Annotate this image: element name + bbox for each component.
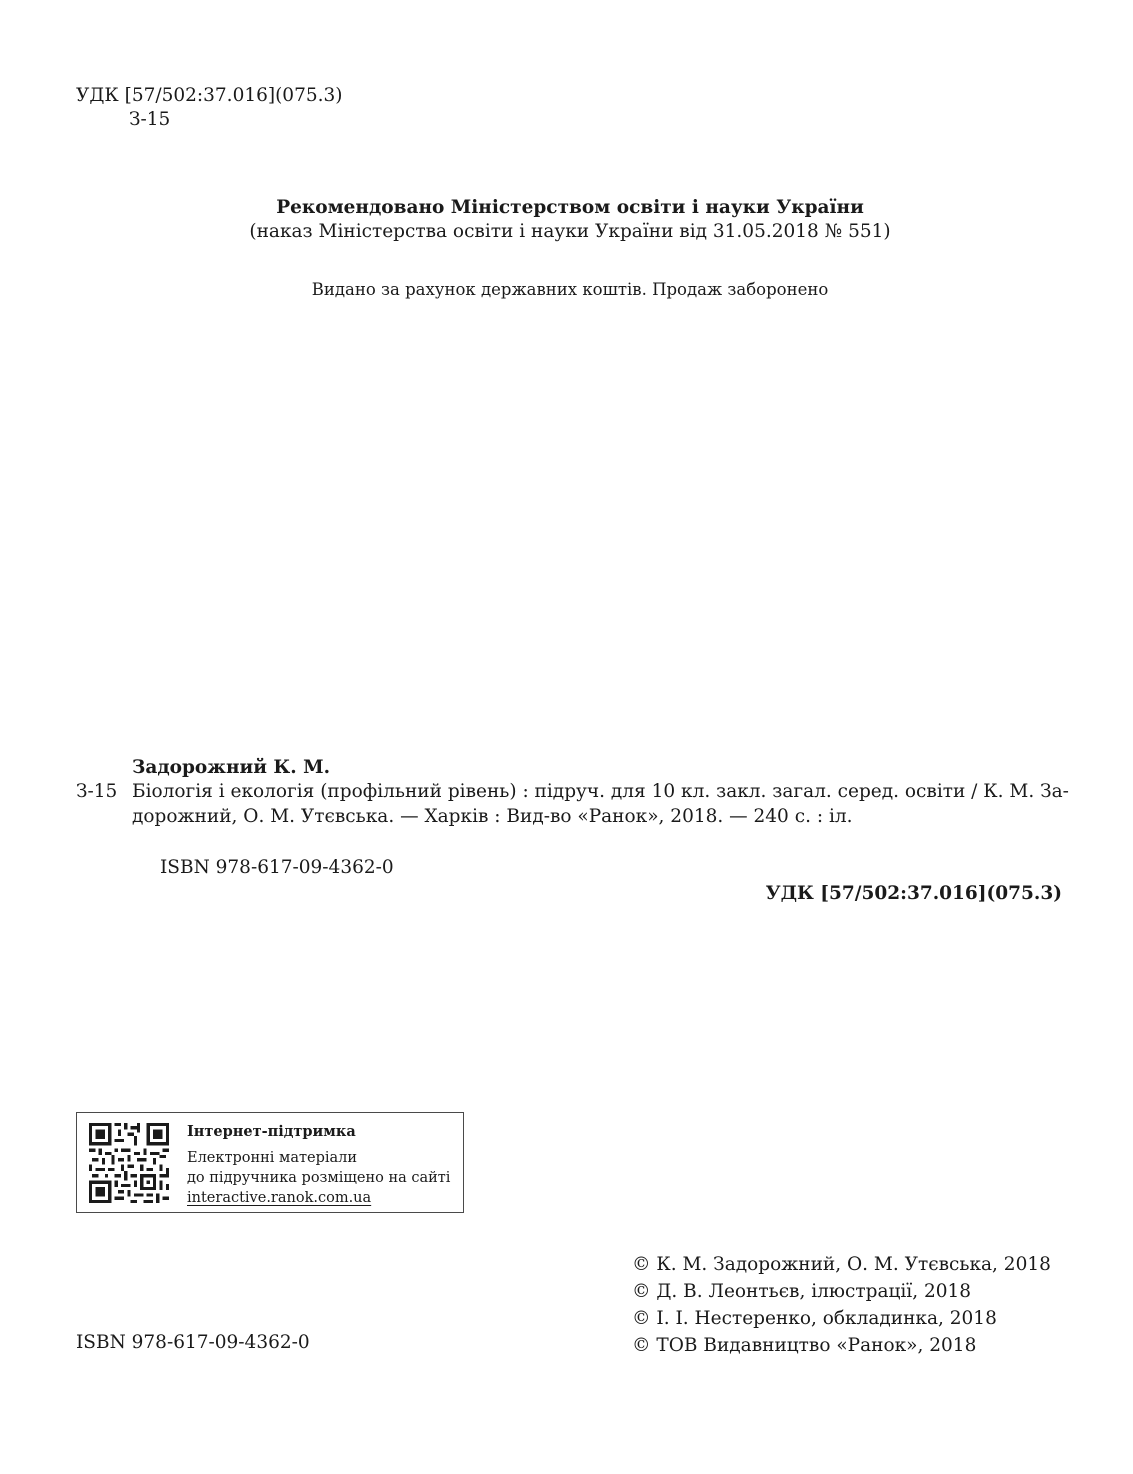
- copyright-list: [632, 1251, 1051, 1359]
- internet-support-box: [76, 1112, 464, 1213]
- bibliography-udk: УДК [57/502:37.016](075.3): [765, 883, 1062, 904]
- bibliography-isbn: ISBN 978-617-09-4362-0: [160, 857, 394, 878]
- support-site-link[interactable]: interactive.ranok.com.ua: [187, 1190, 372, 1206]
- isbn-bottom: ISBN 978-617-09-4362-0: [76, 1332, 310, 1353]
- issued-note: Видано за рахунок державних коштів. Продаж заборонено: [311, 280, 829, 299]
- copyright-line: © ТОВ Видавництво «Ранок», 2018: [632, 1335, 977, 1356]
- internet-support-text-1: Електронні матеріали: [187, 1150, 358, 1166]
- bibliography-code: З-15: [76, 781, 118, 802]
- bibliography-author: Задорожний К. М.: [132, 757, 331, 778]
- copyright-line: © К. М. Задорожний, О. М. Утєвська, 2018: [632, 1254, 1051, 1275]
- internet-support-text-2: до підручника розміщено на сайті: [187, 1170, 451, 1186]
- author-code-header: З-15: [129, 109, 171, 130]
- recommendation-title: Рекомендовано Міністерством освіти і науки України: [276, 197, 864, 218]
- bibliography-line-2: дорожний, О. М. Утєвська. — Харків : Вид-во «Ранок», 2018. — 240 с. : іл.: [132, 806, 853, 827]
- internet-support-title: Інтернет-підтримка: [187, 1123, 356, 1140]
- udk-header: УДК [57/502:37.016](075.3): [76, 85, 343, 106]
- copyright-line: © Д. В. Леонтьєв, ілюстрації, 2018: [632, 1281, 972, 1302]
- bibliography-line-1: Біологія і екологія (профільний рівень) : підруч. для 10 кл. закл. загал. серед. освіти / К. М. За-: [132, 781, 1069, 802]
- copyright-line: © І. І. Нестеренко, обкладинка, 2018: [632, 1308, 997, 1329]
- recommendation-order: (наказ Міністерства освіти і науки України від 31.05.2018 № 551): [249, 221, 891, 242]
- recommendation-block: [0, 196, 1133, 244]
- qr-code-icon[interactable]: [89, 1123, 169, 1203]
